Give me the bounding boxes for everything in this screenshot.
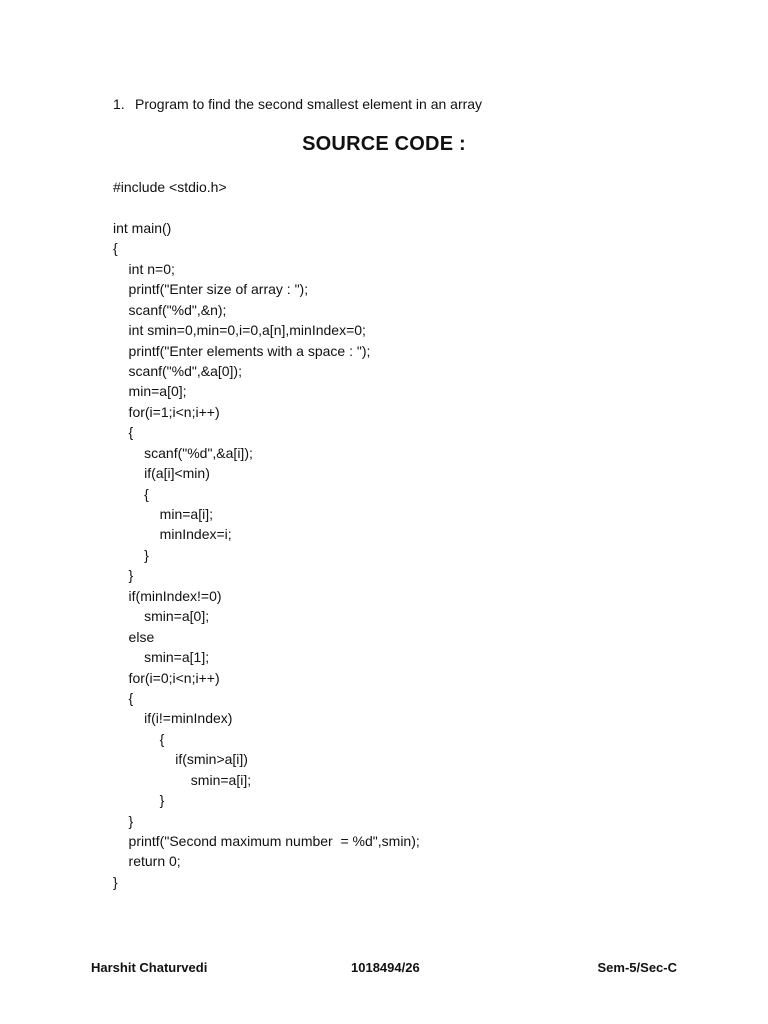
code-line: if(minIndex!=0) bbox=[113, 587, 222, 604]
code-line: } bbox=[113, 812, 134, 829]
code-line: printf("Second maximum number = %d",smin); bbox=[113, 833, 420, 849]
code-line: else bbox=[113, 628, 155, 645]
code-line: printf("Enter elements with a space : "); bbox=[113, 342, 371, 359]
question-number: 1. bbox=[113, 96, 125, 112]
code-line: scanf("%d",&a[i]); bbox=[113, 444, 253, 461]
question-text: Program to find the second smallest element in an array bbox=[135, 96, 483, 112]
code-line: { bbox=[113, 689, 134, 706]
code-line: int main() bbox=[113, 219, 172, 236]
code-line: min=a[0]; bbox=[113, 383, 187, 400]
code-line: if(a[i]<min) bbox=[113, 465, 210, 482]
code-line: return 0; bbox=[113, 853, 181, 870]
footer-section: Sem-5/Sec-C bbox=[597, 960, 677, 975]
code-line bbox=[113, 197, 420, 217]
code-line: { bbox=[113, 730, 165, 747]
code-line: if(i!=minIndex) bbox=[113, 710, 233, 727]
code-line: { bbox=[113, 424, 134, 441]
footer-roll-number: 1018494/26 bbox=[351, 960, 420, 975]
code-line: printf("Enter size of array : "); bbox=[113, 281, 309, 298]
code-line: int n=0; bbox=[113, 260, 175, 277]
code-line: minIndex=i; bbox=[113, 526, 232, 543]
code-line: for(i=0;i<n;i++) bbox=[113, 669, 220, 686]
code-line: for(i=1;i<n;i++) bbox=[113, 403, 220, 420]
code-line: scanf("%d",&n); bbox=[113, 301, 227, 318]
code-block bbox=[113, 177, 420, 892]
code-line: scanf("%d",&a[0]); bbox=[113, 362, 242, 379]
code-line: min=a[i]; bbox=[113, 506, 213, 522]
code-line: if(smin>a[i]) bbox=[113, 751, 248, 768]
code-line: { bbox=[113, 240, 118, 257]
code-line: smin=a[0]; bbox=[113, 608, 210, 625]
code-line: } bbox=[113, 567, 134, 584]
code-line: } bbox=[113, 792, 165, 809]
source-code-heading: SOURCE CODE : bbox=[302, 133, 466, 155]
code-line: } bbox=[113, 873, 118, 890]
code-line: { bbox=[113, 485, 149, 502]
code-line: #include <stdio.h> bbox=[113, 179, 227, 195]
code-line: smin=a[1]; bbox=[113, 649, 210, 666]
question-line bbox=[113, 95, 482, 113]
code-line: smin=a[i]; bbox=[113, 771, 252, 788]
code-line: int smin=0,min=0,i=0,a[n],minIndex=0; bbox=[113, 322, 366, 339]
code-line: } bbox=[113, 546, 149, 563]
footer-student-name: Harshit Chaturvedi bbox=[91, 960, 208, 975]
